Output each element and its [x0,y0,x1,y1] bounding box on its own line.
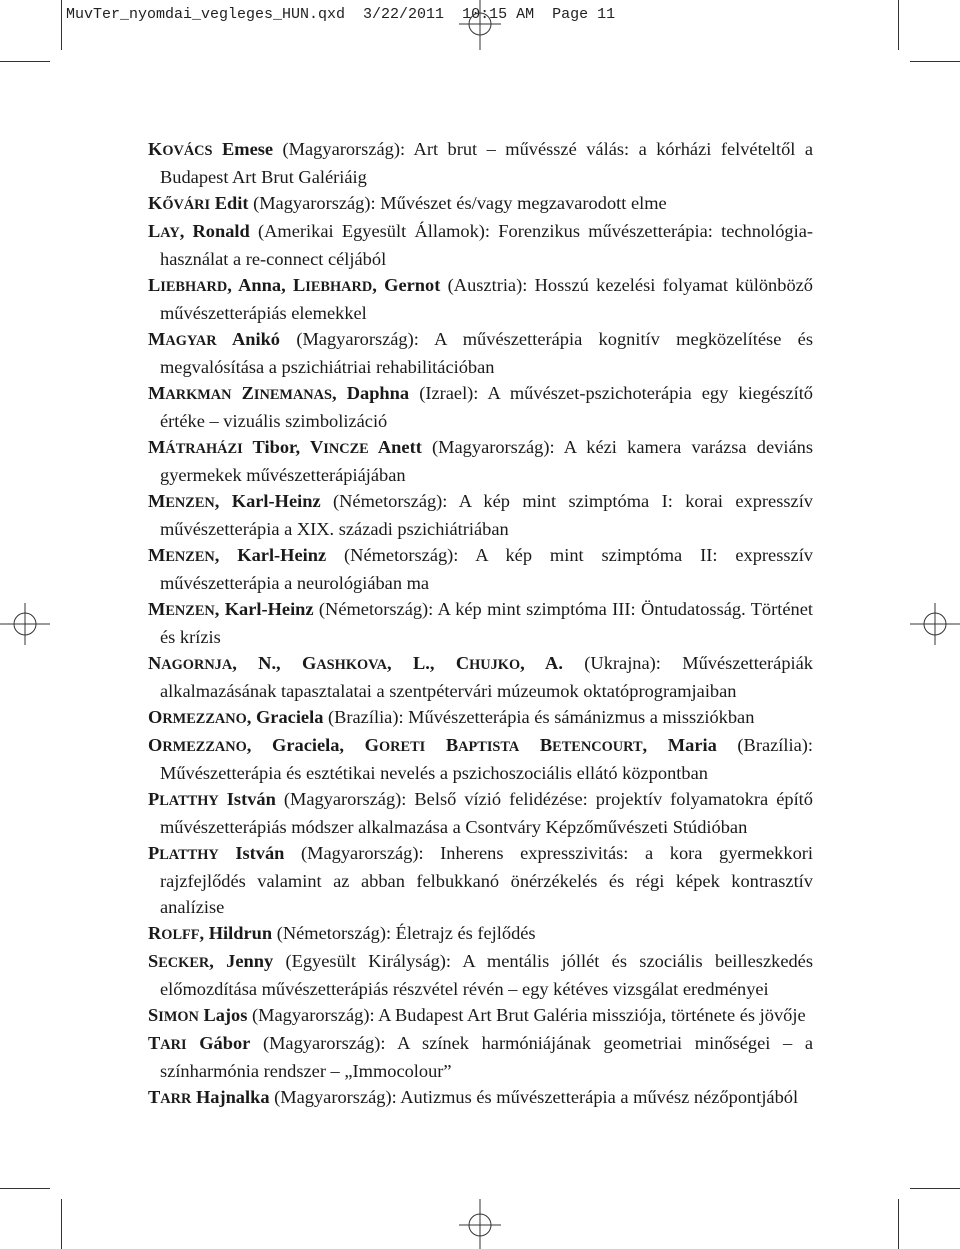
author-initial: K [148,139,163,159]
author-surname: RMEZZANO [162,739,247,755]
author-surname: ARKMAN [165,387,232,403]
crop-mark [898,1199,899,1249]
entry-title: (Ausztria): Hosszú kezelési folyamat különböző művészetterápiás elemekkel [160,275,813,323]
author-given-name: , Graciela, [246,735,365,755]
author-given-name: Tibor, [242,437,310,457]
author-given-name: Gábor [186,1033,251,1053]
author-surname: ORETI [378,739,426,755]
entry-item [148,542,813,596]
entry-item [148,704,813,732]
registration-mark-icon [455,0,505,50]
author-given-name: Hajnalka [191,1087,270,1107]
author-given-name: , L., [387,653,456,673]
author-initial: L [293,275,306,295]
author-surname: ŐVÁRI [162,197,211,213]
author-surname: APTISTA [458,739,520,755]
entry-title: (Németország): Életrajz és fejlődés [272,923,536,943]
author-initial: R [148,923,162,943]
author-initial: L [148,275,161,295]
entry-authors [148,193,248,213]
entry-title: (Németország): A kép mint szimptóma II: expresszív művészetterápia a neurológiában ma [160,545,813,593]
author-surname: INCZE [323,441,369,457]
entry-authors [148,329,280,349]
entry-title: (Magyarország): A kézi kamera varázsa deviáns gyermekek művészetterápiájában [160,437,813,485]
entry-title: (Brazília): Művészetterápia és sámánizmus a missziókban [323,707,755,727]
author-given-name [425,735,446,755]
author-initial: P [148,789,160,809]
author-given-name [519,735,540,755]
author-surname: ENZEN [165,603,215,619]
entry-title: (Magyarország): A művészetterápia kognitív megközelítése és megvalósítása a pszichiátriai rehabilitációban [160,329,814,377]
entry-title: (Egyesült Királyság): A mentális jóllét és szociális beilleszkedés előmozdítása művészetterápiás részvétel révén – egy kétéves vizsgálat eredményei [160,951,813,999]
author-given-name: , Karl-Heinz [214,545,327,565]
author-surname: ARI [160,1037,187,1053]
author-surname: OLFF [161,927,200,943]
entry-title: (Magyarország): Művészet és/vagy megzavarodott elme [248,193,667,213]
author-surname: ARR [160,1091,192,1107]
author-initial: K [148,193,163,213]
author-initial: S [148,1005,159,1025]
author-surname: ASHKOVA [316,657,388,673]
entry-item [148,948,813,1002]
registration-mark-icon [910,599,960,649]
author-given-name: Lajos [198,1005,248,1025]
entry-title: (Izrael): A művészet-pszichoterápia egy kiegészítő értéke – vizuális szimbolizáció [160,383,813,431]
entry-item [148,1002,813,1030]
author-initial: P [148,843,160,863]
author-initial: M [148,545,166,565]
author-surname: INEMANAS [253,387,333,403]
entry-item [148,840,813,920]
author-surname: LATTHY [159,847,219,863]
entry-title: (Magyarország): Belső vízió felidézése: projektív folyamatokra építő művészetterápiás módszer alkalmazása a Csontváry Képzőművészeti Stúdióban [160,789,813,837]
author-initial: V [309,437,324,457]
author-surname: IMON [158,1009,199,1025]
entry-authors [148,545,326,565]
author-given-name: , Karl-Heinz [214,491,321,511]
author-surname: IEBHARD [305,279,373,295]
entry-item [148,488,813,542]
entry-item [148,190,813,218]
author-initial: Z [241,383,254,403]
author-surname: OVÁCS [162,143,213,159]
author-surname: LATTHY [159,793,219,809]
entry-title: (Ukrajna): Művészetterápiák alkalmazásának tapasztalatai a szentpétervári múzeumok oktatóprogramjaiban [160,653,813,701]
entry-title: (Németország): A kép mint szimptóma I: korai expresszív művészetterápia a XIX. századi pszichiátriában [160,491,813,539]
registration-mark-icon [455,1199,505,1249]
author-given-name: István [218,789,276,809]
entry-authors [148,437,422,457]
author-initial: L [148,221,161,241]
entry-authors [148,139,273,159]
entry-item [148,920,813,948]
author-initial: T [148,1033,161,1053]
entry-authors [148,221,250,241]
entry-item [148,596,813,650]
author-given-name: Anikó [216,329,280,349]
author-surname: ENZEN [165,549,215,565]
author-initial: O [148,735,163,755]
crop-mark [61,1199,62,1249]
entry-title: (Magyarország): A Budapest Art Brut Galéria missziója, története és jövője [247,1005,806,1025]
entry-title: (Magyarország): Inherens expresszivitás: a kora gyermekkori rajzfejlődés valamint az abban felbukkanó önérzékelés és régi képek kontrasztív analízise [160,843,813,917]
author-initial: M [148,329,166,349]
entry-title: (Amerikai Egyesült Államok): Forenzikus művészetterápia: technológia-használat a re-connect céljából [160,221,814,269]
author-initial: T [148,1087,161,1107]
author-initial: G [302,653,317,673]
author-given-name: , Anna, [227,275,293,295]
bibliography-list [148,136,813,1112]
entry-authors [148,843,284,863]
entry-title: (Brazília): Művészetterápia és esztétikai nevelés a pszichoszociális ellátó központban [160,735,813,783]
entry-authors [148,653,563,673]
registration-mark-icon [0,599,50,649]
author-initial: M [148,437,166,457]
entry-title: (Magyarország): Autizmus és művészetterápia a művész nézőpontjából [269,1087,799,1107]
crop-mark [0,1188,50,1189]
entry-item [148,326,813,380]
entry-item [148,434,813,488]
entry-authors [148,491,321,511]
entry-authors [148,599,314,619]
entry-item [148,380,813,434]
entry-item [148,732,813,786]
author-given-name: , Karl-Heinz [214,599,314,619]
author-given-name: Emese [212,139,274,159]
crop-mark [61,0,62,50]
crop-mark [910,61,960,62]
entry-authors [148,951,273,971]
entry-title: (Németország): A kép mint szimptóma III: Öntudatosság. Történet és krízis [160,599,813,647]
crop-mark [0,61,50,62]
author-surname: IEBHARD [160,279,228,295]
entry-authors [148,789,276,809]
crop-mark [898,0,899,50]
author-initial: N [148,653,162,673]
author-surname: AGYAR [165,333,217,349]
author-initial: M [148,599,166,619]
author-given-name: , Ronald [179,221,250,241]
author-given-name: Anett [368,437,422,457]
author-given-name: , Maria [642,735,717,755]
author-given-name: , Gernot [372,275,441,295]
author-surname: ETENCOURT [552,739,643,755]
entry-title: (Magyarország): Art brut – művésszé válás: a kórházi felvételtől a Budapest Art Brut Galériáig [160,139,814,187]
entry-authors [148,735,717,755]
author-initial: O [148,707,163,727]
entry-authors [148,707,323,727]
author-given-name: , Daphna [332,383,410,403]
author-initial: M [148,491,166,511]
author-initial: S [148,951,159,971]
file-slug: MuvTer_nyomdai_vegleges_HUN.qxd 3/22/2011 10:15 AM Page 11 [66,6,616,23]
author-initial: G [364,735,379,755]
entry-item [148,272,813,326]
entry-item [148,136,813,190]
author-given-name: , Graciela [246,707,324,727]
author-surname: AGORNJA [161,657,233,673]
entry-authors [148,1087,270,1107]
author-surname: ÁTRAHÁZI [165,441,243,457]
author-given-name: , N., [232,653,303,673]
author-initial: C [455,653,470,673]
entry-item [148,650,813,704]
author-surname: ENZEN [165,495,215,511]
author-given-name: , Hildrun [199,923,273,943]
author-initial: B [539,735,553,755]
entry-authors [148,1005,247,1025]
author-surname: AY [160,225,180,241]
author-given-name: , A. [520,653,563,673]
entry-item [148,786,813,840]
author-given-name [232,383,242,403]
author-surname: RMEZZANO [162,711,247,727]
entry-item [148,218,813,272]
author-surname: HUJKO [469,657,521,673]
author-given-name: Edit [210,193,249,213]
entry-authors [148,1033,250,1053]
entry-item [148,1084,813,1112]
entry-authors [148,383,409,403]
crop-mark [910,1188,960,1189]
entry-item [148,1030,813,1084]
entry-authors [148,923,272,943]
author-surname: ECKER [158,955,210,971]
author-given-name: , Jenny [209,951,274,971]
author-initial: B [445,735,459,755]
entry-title: (Magyarország): A színek harmóniájának geometriai minőségei – a színharmónia rendszer – „Immocolour” [160,1033,813,1081]
entry-authors [148,275,440,295]
author-given-name: István [218,843,285,863]
author-initial: M [148,383,166,403]
